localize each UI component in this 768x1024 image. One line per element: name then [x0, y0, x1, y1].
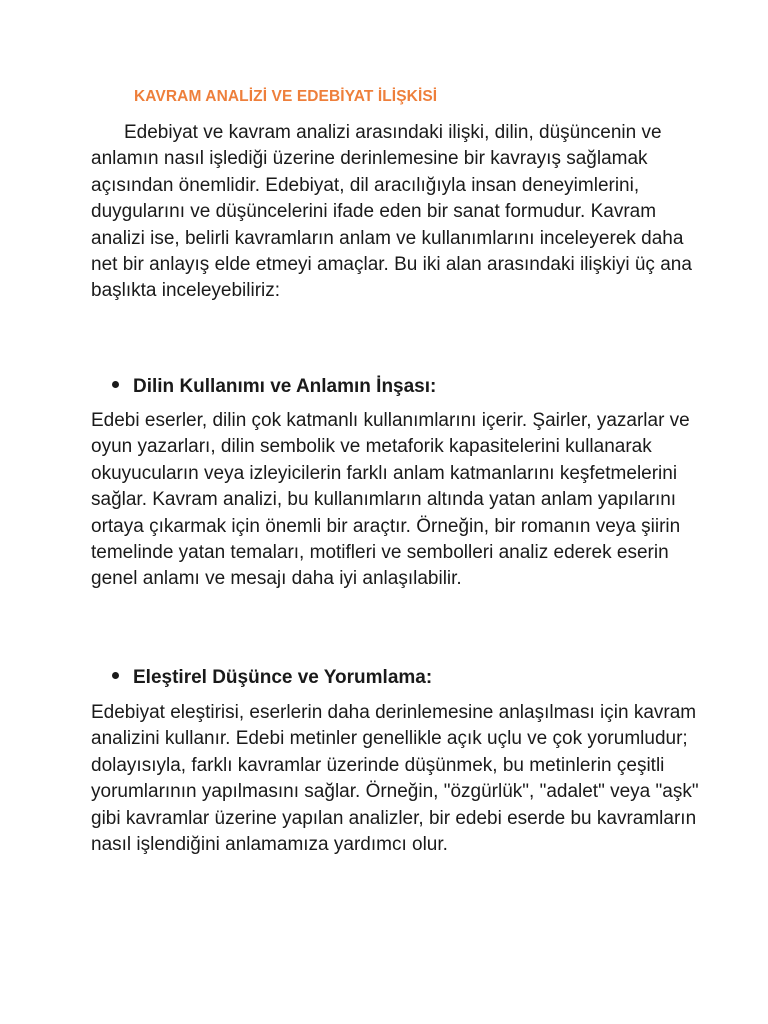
- section-heading-criticism: [112, 665, 432, 691]
- document-title: KAVRAM ANALİZİ VE EDEBİYAT İLİŞKİSİ: [134, 88, 438, 105]
- section-heading-language: [112, 374, 436, 400]
- section-heading-text: Dilin Kullanımı ve Anlamın İnşası:: [133, 376, 437, 397]
- bullet-icon: [112, 381, 119, 388]
- section-body-language: Edebi eserler, dilin çok katmanlı kullanımlarını içerir. Şairler, yazarlar ve oyun yazarları, dilin sembolik ve metaforik kapasitelerini kullanarak okuyucuların veya izleyicilerin farklı anlam katmanlarını keşfetmelerini sağlar. Kavram analizi, bu kullanımların altında yatan anlam yapılarını ortaya çıkarmak için önemli bir araçtır. Örneğin, bir romanın veya şiirin temelinde yatan temaları, motifleri ve sembolleri analiz ederek eserin genel anlamı ve mesajı daha iyi anlaşılabilir.: [91, 410, 690, 590]
- intro-paragraph: Edebiyat ve kavram analizi arasındaki ilişki, dilin, düşüncenin ve anlamın nasıl işlediği üzerine derinlemesine bir kavrayış sağlamak açısından önemlidir. Edebiyat, dil aracılığıyla insan deneyimlerini, duygularını ve düşüncelerini ifade eden bir sanat formudur. Kavram analizi ise, belirli kavramların anlam ve kullanımlarını inceleyerek daha net bir anlayış elde etmeyi amaçlar. Bu iki alan arasındaki ilişkiyi üç ana başlıkta inceleyebiliriz:: [91, 122, 692, 302]
- section-heading-text: Eleştirel Düşünce ve Yorumlama:: [133, 667, 433, 688]
- section-body-criticism: Edebiyat eleştirisi, eserlerin daha derinlemesine anlaşılması için kavram analizini kullanır. Edebi metinler genellikle açık uçlu ve çok yorumludur; dolayısıyla, farklı kavramlar üzerinde düşünmek, bu metinlerin çeşitli yorumlarının yapılmasını sağlar. Örneğin, "özgürlük", "adalet" veya "aşk" gibi kavramlar üzerine yapılan analizler, bir edebi eserde bu kavramların nasıl işlendiğini anlamamıza yardımcı olur.: [91, 702, 699, 856]
- bullet-icon: [112, 672, 119, 679]
